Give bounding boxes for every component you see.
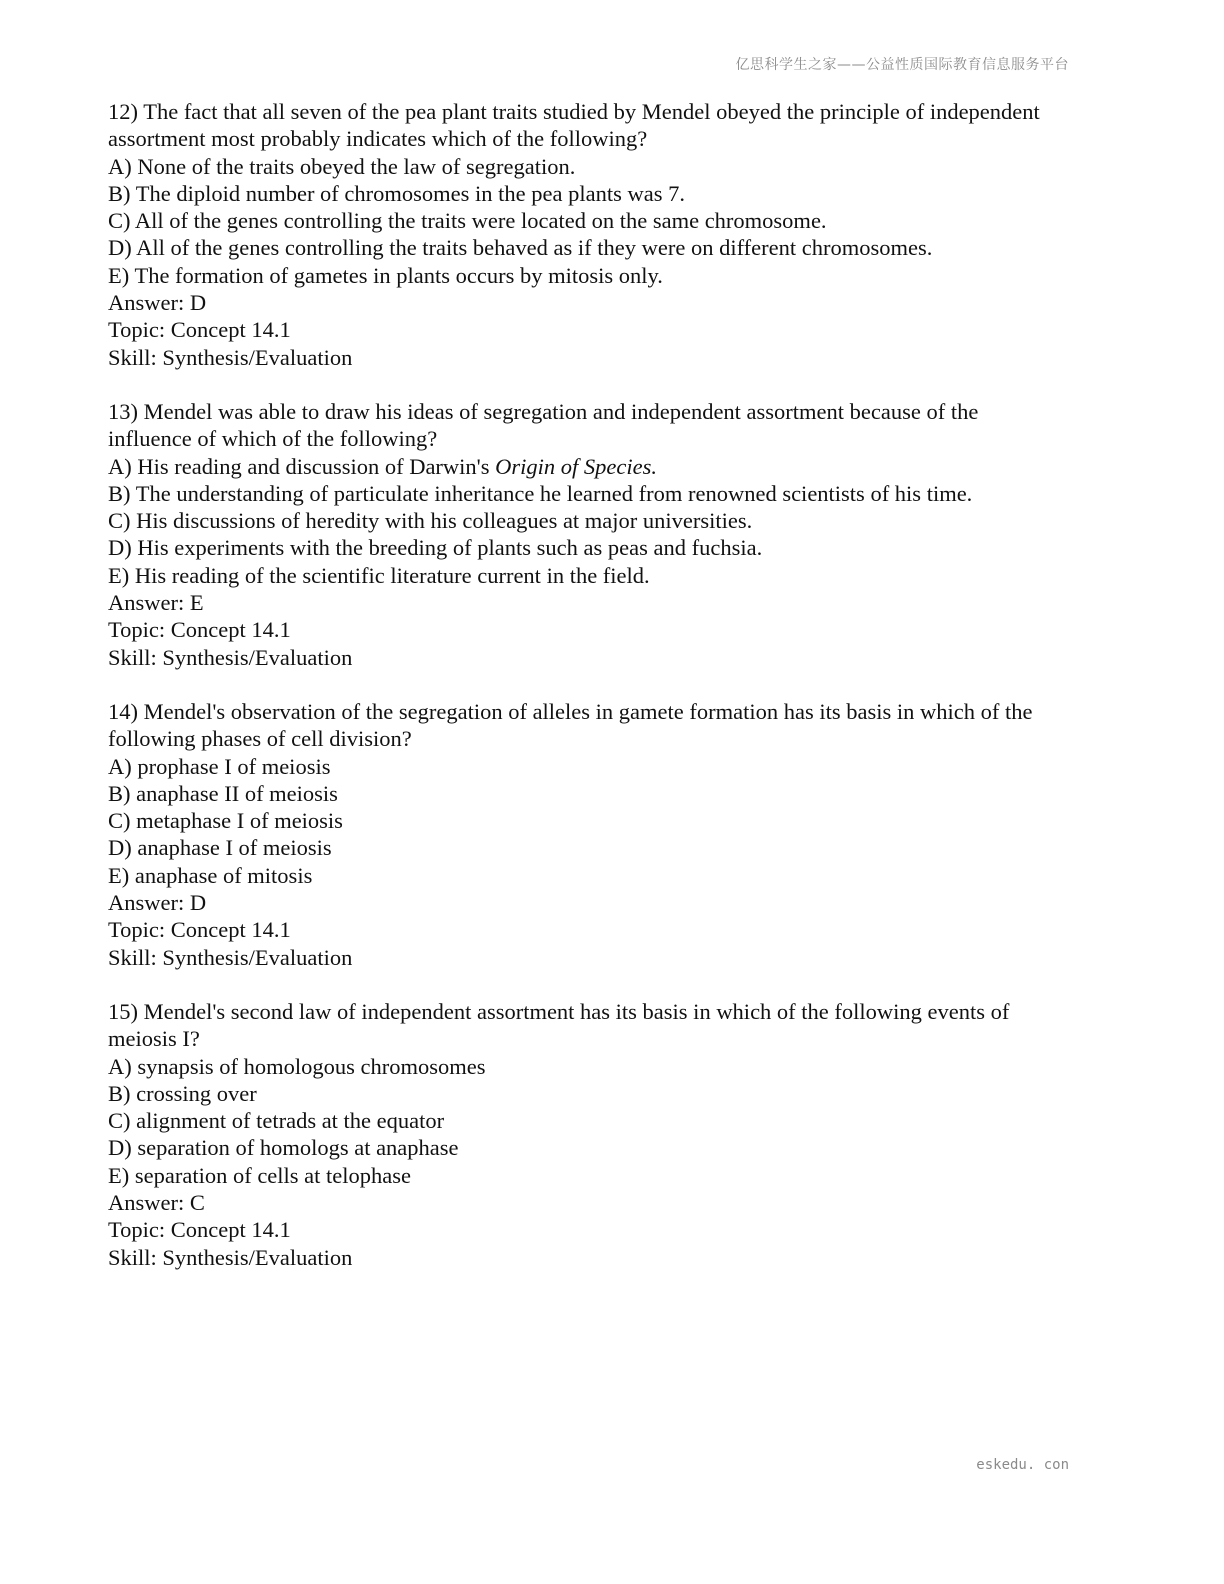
answer-line: Answer: C: [108, 1189, 205, 1215]
question-stem: 15) Mendel's second law of independent assortment has its basis in which of the following events of: [108, 998, 1010, 1024]
skill-line: Skill: Synthesis/Evaluation: [108, 1244, 353, 1270]
option-e: E) The formation of gametes in plants occurs by mitosis only.: [108, 262, 663, 288]
question-stem: following phases of cell division?: [108, 726, 412, 752]
answer-line: Answer: D: [108, 890, 207, 916]
topic-line: Topic: Concept 14.1: [108, 617, 291, 643]
skill-line: Skill: Synthesis/Evaluation: [108, 644, 353, 670]
option-b: B) anaphase II of meiosis: [108, 780, 338, 806]
option-d: D) anaphase I of meiosis: [108, 835, 332, 861]
question-stem: assortment most probably indicates which of the following?: [108, 126, 648, 152]
option-b: B) The diploid number of chromosomes in the pea plants was 7.: [108, 180, 685, 206]
option-a: A) synapsis of homologous chromosomes: [108, 1053, 486, 1079]
option-d: D) His experiments with the breeding of plants such as peas and fuchsia.: [108, 535, 763, 561]
option-b: B) The understanding of particulate inheritance he learned from renowned scientists of his time.: [108, 480, 973, 506]
question-stem: 14) Mendel's observation of the segregation of alleles in gamete formation has its basis in which of the: [108, 698, 1033, 724]
option-c: C) His discussions of heredity with his colleagues at major universities.: [108, 508, 753, 534]
option-d: D) separation of homologs at anaphase: [108, 1135, 459, 1161]
option-e: E) His reading of the scientific literature current in the field.: [108, 562, 650, 588]
page-footer: eskedu. con: [976, 1457, 1069, 1473]
answer-line: Answer: E: [108, 590, 204, 616]
option-d: D) All of the genes controlling the traits behaved as if they were on different chromosomes.: [108, 235, 933, 261]
option-c: C) alignment of tetrads at the equator: [108, 1108, 445, 1134]
skill-line: Skill: Synthesis/Evaluation: [108, 944, 353, 970]
topic-line: Topic: Concept 14.1: [108, 917, 291, 943]
question-stem: 13) Mendel was able to draw his ideas of segregation and independent assortment because of the: [108, 398, 979, 424]
question-13: [108, 398, 1108, 671]
option-a-text: A) His reading and discussion of Darwin's: [108, 453, 496, 479]
option-c: C) metaphase I of meiosis: [108, 808, 343, 834]
question-14: [108, 698, 1108, 971]
topic-line: Topic: Concept 14.1: [108, 1217, 291, 1243]
page-header: 亿思科学生之家——公益性质国际教育信息服务平台: [735, 57, 1069, 73]
book-title: Origin of Species.: [495, 453, 657, 479]
option-c: C) All of the genes controlling the traits were located on the same chromosome.: [108, 208, 827, 234]
question-stem: meiosis I?: [108, 1026, 200, 1052]
answer-line: Answer: D: [108, 290, 207, 316]
question-15: [108, 998, 1108, 1271]
skill-line: Skill: Synthesis/Evaluation: [108, 344, 353, 370]
topic-line: Topic: Concept 14.1: [108, 317, 291, 343]
option-e: E) anaphase of mitosis: [108, 862, 313, 888]
option-a: A) None of the traits obeyed the law of segregation.: [108, 153, 576, 179]
option-a: A) prophase I of meiosis: [108, 753, 331, 779]
question-stem: 12) The fact that all seven of the pea plant traits studied by Mendel obeyed the principle of independent: [108, 99, 1040, 124]
question-12: [108, 98, 1108, 371]
option-e: E) separation of cells at telophase: [108, 1162, 412, 1188]
option-b: B) crossing over: [108, 1080, 257, 1106]
question-stem: influence of which of the following?: [108, 426, 438, 452]
question-list: [108, 98, 1108, 1298]
option-a: [108, 453, 1108, 480]
